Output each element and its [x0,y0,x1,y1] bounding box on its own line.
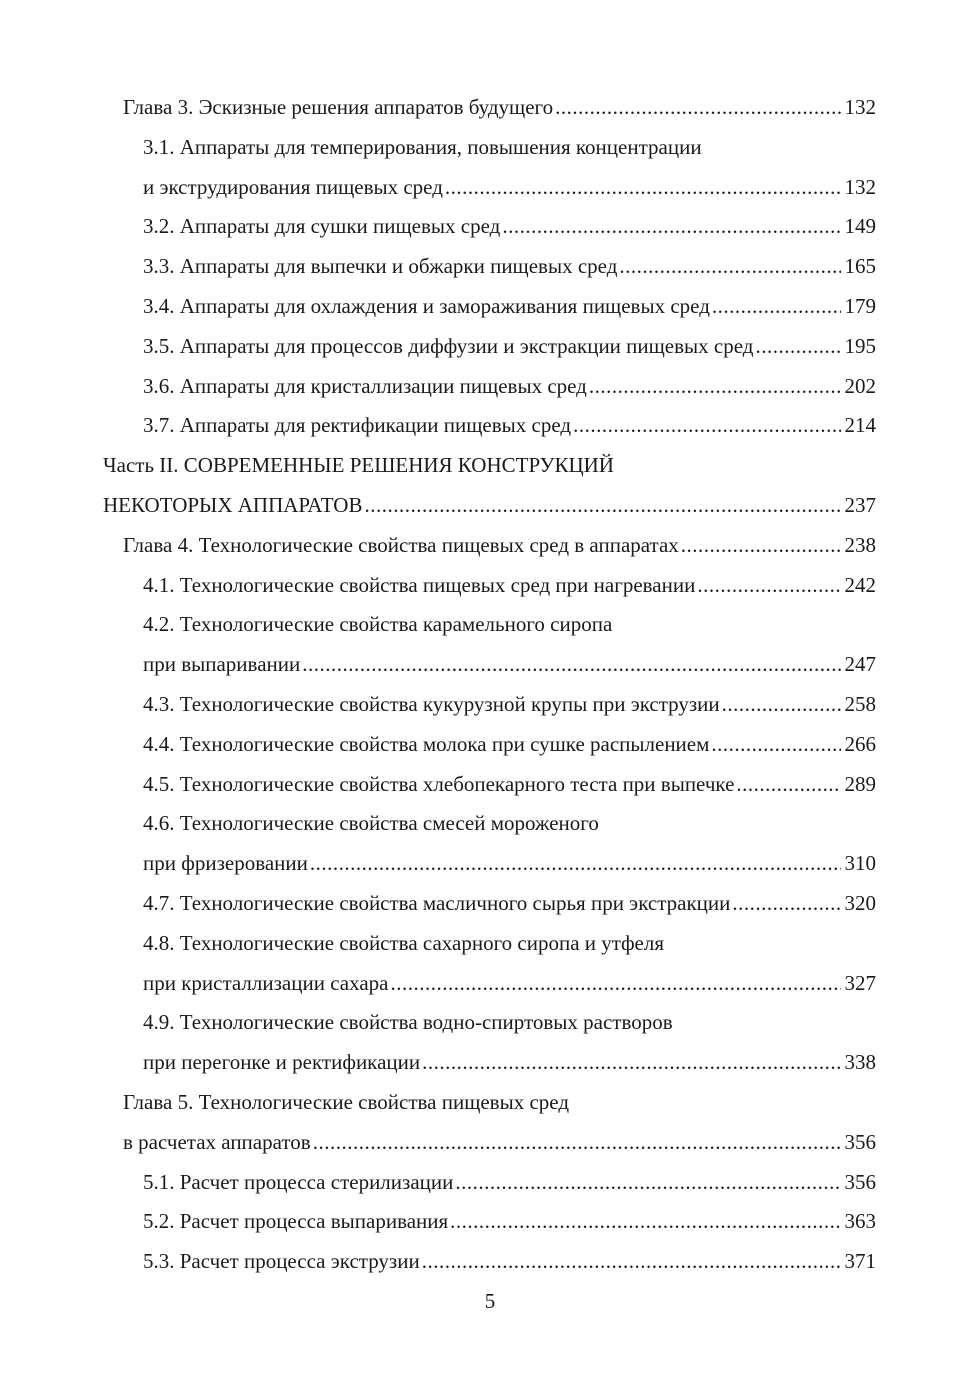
dot-leader [455,1163,840,1203]
toc-entry [103,287,876,327]
dot-leader [681,526,841,566]
toc-entry-title: 3.4. Аппараты для охлаждения и замораживания пищевых сред [143,293,710,318]
toc-entry [103,128,876,168]
toc-entry-page: 238 [844,532,876,557]
dot-leader [364,486,840,526]
dot-leader [755,327,840,367]
table-of-contents [103,88,876,1282]
toc-entry-page: 338 [844,1050,876,1075]
toc-entry-page: 320 [844,890,876,915]
toc-entry-title: 5.1. Расчет процесса стерилизации [143,1169,454,1194]
toc-entry-title: 4.7. Технологические свойства масличного сырья при экстракции [143,890,731,915]
toc-entry [103,1043,876,1083]
toc-entry-title: 4.5. Технологические свойства хлебопекарного теста при выпечке [143,771,735,796]
toc-entry-title: 4.8. Технологические свойства сахарного сиропа и утфеля [143,930,665,955]
dot-leader [502,207,840,247]
toc-entry-title: 5.3. Расчет процесса экструзии [143,1249,420,1274]
dot-leader [390,964,840,1004]
toc-entry [103,725,876,765]
dot-leader [736,765,840,805]
toc-entry [103,486,876,526]
toc-entry-page: 371 [844,1249,876,1274]
toc-entry-title: 3.6. Аппараты для кристаллизации пищевых сред [143,373,587,398]
toc-entry [103,765,876,805]
toc-entry [103,88,876,128]
toc-entry [103,367,876,407]
toc-entry-title: 3.2. Аппараты для сушки пищевых сред [143,214,501,239]
toc-entry-title: 3.5. Аппараты для процессов диффузии и экстракции пищевых сред [143,333,754,358]
toc-entry-title: в расчетах аппаратов [123,1129,311,1154]
toc-entry-page: 266 [844,731,876,756]
toc-entry-title: 5.2. Расчет процесса выпаривания [143,1209,449,1234]
toc-entry-page: 149 [844,214,876,239]
dot-leader [711,725,840,765]
toc-entry-page: 289 [844,771,876,796]
toc-entry-page: 202 [844,373,876,398]
toc-entry-page: 179 [844,293,876,318]
dot-leader [697,566,840,606]
toc-entry-title: и экструдирования пищевых сред [143,174,443,199]
toc-entry [103,327,876,367]
dot-leader [422,1242,841,1282]
toc-entry-page: 327 [844,970,876,995]
toc-entry-page: 242 [844,572,876,597]
dot-leader [445,168,841,208]
toc-entry [103,924,876,964]
toc-entry [103,1242,876,1282]
toc-entry-title: Часть II. СОВРЕМЕННЫЕ РЕШЕНИЯ КОНСТРУКЦИЙ [103,453,614,478]
toc-entry-title: Глава 4. Технологические свойства пищевых сред в аппаратах [123,532,679,557]
toc-entry-page: 237 [844,492,876,517]
toc-entry-title: Глава 5. Технологические свойства пищевых сред [123,1089,570,1114]
dot-leader [712,287,841,327]
toc-entry-title: при фризеровании [143,851,308,876]
toc-entry-title: 4.3. Технологические свойства кукурузной крупы при экструзии [143,691,720,716]
toc-entry-title: 4.1. Технологические свойства пищевых сред при нагревании [143,572,696,597]
toc-entry [103,526,876,566]
toc-entry-page: 195 [844,333,876,358]
dot-leader [722,685,841,725]
page-number: 5 [484,1289,496,1313]
toc-entry-page: 214 [844,413,876,438]
dot-leader [450,1202,840,1242]
toc-entry-title: при выпаривании [143,652,301,677]
dot-leader [619,247,840,287]
toc-entry [103,1163,876,1203]
toc-entry-page: 247 [844,652,876,677]
dot-leader [555,88,840,128]
toc-entry-page: 258 [844,691,876,716]
toc-entry-page: 363 [844,1209,876,1234]
toc-entry-title: 3.1. Аппараты для темперирования, повышения концентрации [143,134,702,159]
toc-entry [103,1083,876,1123]
dot-leader [302,645,840,685]
toc-entry [103,207,876,247]
dot-leader [313,1123,841,1163]
toc-entry [103,446,876,486]
toc-entry-title: 3.3. Аппараты для выпечки и обжарки пищевых сред [143,254,618,279]
toc-entry [103,685,876,725]
dot-leader [732,884,840,924]
dot-leader [573,406,840,446]
toc-entry [103,406,876,446]
toc-entry [103,645,876,685]
toc-entry-title: 4.6. Технологические свойства смесей мороженого [143,811,599,836]
toc-entry-page: 356 [844,1129,876,1154]
toc-entry [103,964,876,1004]
dot-leader [589,367,841,407]
dot-leader [422,1043,840,1083]
toc-entry-page: 165 [844,254,876,279]
toc-entry-title: 4.2. Технологические свойства карамельного сиропа [143,612,613,637]
toc-entry [103,884,876,924]
toc-entry [103,566,876,606]
toc-entry-title: 3.7. Аппараты для ректификации пищевых сред [143,413,572,438]
toc-entry-title: при кристаллизации сахара [143,970,389,995]
toc-entry-title: Глава 3. Эскизные решения аппаратов будущего [123,95,554,119]
toc-entry [103,605,876,645]
toc-entry-page: 132 [844,174,876,199]
dot-leader [310,844,841,884]
toc-entry-title: 4.9. Технологические свойства водно-спиртовых растворов [143,1010,673,1035]
toc-entry [103,247,876,287]
toc-entry [103,168,876,208]
toc-entry-title: НЕКОТОРЫХ АППАРАТОВ [103,492,363,517]
toc-entry [103,1003,876,1043]
toc-entry-page: 356 [844,1169,876,1194]
toc-entry-title: 4.4. Технологические свойства молока при сушке распылением [143,731,710,756]
toc-entry-page: 310 [844,851,876,876]
toc-entry-page: 132 [844,95,876,119]
toc-entry [103,1202,876,1242]
toc-entry-title: при перегонке и ректификации [143,1050,421,1075]
toc-entry [103,1123,876,1163]
toc-entry [103,844,876,884]
toc-entry [103,804,876,844]
